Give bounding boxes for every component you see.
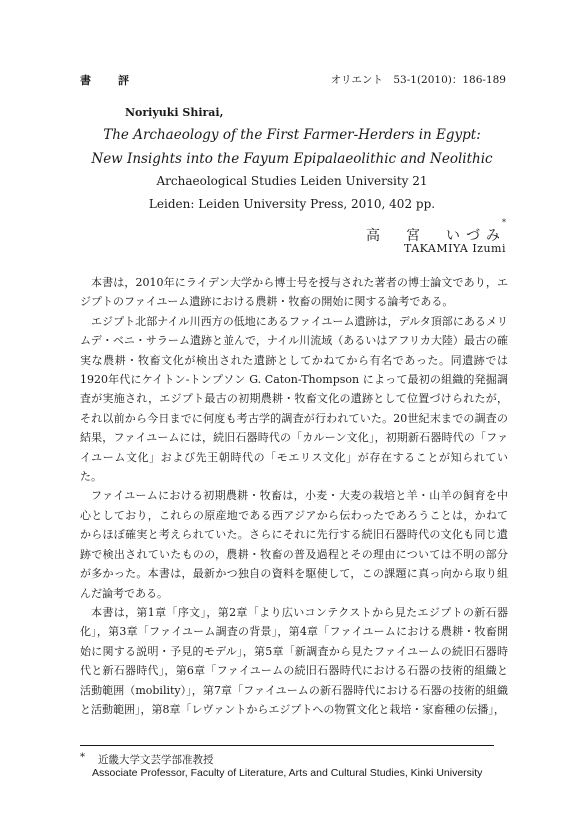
book-title-line-1: The Archaeology of the First Farmer-Herders in Egypt:: [103, 127, 481, 143]
journal-reference: オリエント 53-1(2010)：186-189: [330, 74, 506, 86]
body-paragraph: ファイユームにおける初期農耕・牧畜は，小麦・大麦の栽培と羊・山羊の飼育を中心としており，これらの原産地である西アジアから伝わったであろうことは，かねてからほぼ確実と考えられていた。さらにそれに先行する続旧石器時代の文化も同じ遺跡で検出されていたものの，農耕・牧畜の普及過程とその理由については不明の部分が多かった。本書は，最新かつ独自の資料を駆使して，この課題に真っ向から取り組んだ論考である。: [80, 489, 508, 600]
book-series: Archaeological Studies Leiden University 21: [156, 174, 428, 188]
body-paragraph: 本書は，第1章「序文」，第2章「より広いコンテクストから見たエジプトの新石器化」，第3章「ファイユーム調査の背景」，第4章「ファイユームにおける農耕・牧畜開始に関する説明・予見的モデル」，第5章「新調査から見たファイユームの続旧石器時代と新石器時代」，第6章「ファイユームの続旧石器時代における石器の技術的組織と活動範囲（mobility）」，第7章「ファイユームの新石器時代における石器の技術的組織と活動範囲」，第8章「レヴァントからエジプトへの物質文化と栽培・家畜種の伝播」，: [80, 605, 508, 716]
footnote-mark: *: [80, 752, 85, 763]
footnote-affiliation-en: Associate Professor, Faculty of Literature, Arts and Cultural Studies, Kinki University: [92, 767, 483, 779]
review-body: [80, 273, 508, 719]
reviewer-name-ja: 高 宮 いづみ: [366, 228, 506, 244]
reviewer-name-en: TAKAMIYA Izumi: [403, 242, 506, 255]
reviewer-footnote-mark: *: [502, 218, 506, 227]
body-paragraph: 本書は，2010年にライデン大学から博士号を授与された著者の博士論文であり，エジプトのファイユーム遺跡における農耕・牧畜の開始に関する論考である。: [80, 276, 508, 309]
body-paragraph: エジプト北部ナイル川西方の低地にあるファイユーム遺跡は，デルタ頂部にあるメリムデ・ベニ・サラーム遺跡と並んで，ナイル川流域（あるいはアフリカ大陸）最古の確実な農耕・牧畜文化が検出された遺跡としてかねてから有名であった。同遺跡では1920年代にケイトン-トンプソン G. Caton-Thompson によって最初の組織的発掘調査が実施され，エジプト最古の初期農耕・牧畜文化の遺跡として位置づけられたが，それ以前から今日までに何度も考古学的調査が行われていた。20世紀末までの調査の結果，ファイユームには，続旧石器時代の「カルーン文化」，初期新石器時代の「ファイユーム文化」および先王朝時代の「モエリス文化」が存在することが知られていた。: [80, 314, 508, 484]
book-author: Noriyuki Shirai,: [125, 106, 224, 119]
footnote-affiliation-ja: 近畿大学文芸学部准教授: [98, 754, 214, 766]
footnote-divider: [80, 745, 494, 746]
section-label: 書 評: [80, 74, 137, 87]
book-publisher: Leiden: Leiden University Press, 2010, 402 pp.: [148, 197, 436, 211]
book-title-line-2: New Insights into the Fayum Epipalaeolithic and Neolithic: [91, 151, 493, 167]
